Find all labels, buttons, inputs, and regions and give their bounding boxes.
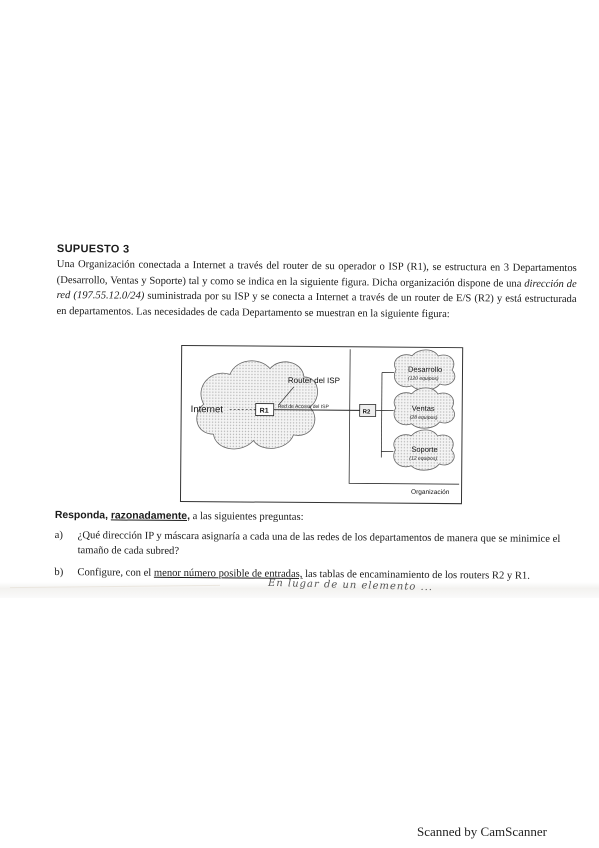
section-heading: SUPUESTO 3 bbox=[56, 243, 130, 256]
r2-label: R2 bbox=[362, 409, 371, 416]
intro-bold: Responda, bbox=[54, 509, 111, 522]
question-a-text: ¿Qué dirección IP y máscara asignaría a cada una de las redes de los departamentos de manera que se minimice el tamaño de cada subred? bbox=[77, 530, 561, 557]
dept3-name: Soporte bbox=[411, 444, 438, 454]
network-diagram bbox=[180, 345, 463, 504]
organization-label: Organización bbox=[411, 488, 450, 497]
access-network-label: Red de Acceso del ISP bbox=[277, 403, 329, 411]
question-b-letter: b) bbox=[54, 566, 64, 579]
isp-router-label: Router del ISP bbox=[287, 375, 340, 386]
r1-label: R1 bbox=[259, 407, 269, 415]
question-b-post: las tablas de encaminamiento de los routers R2 y R1. bbox=[302, 568, 530, 582]
questions-intro bbox=[55, 510, 575, 525]
statement-part-2: suministrada por su ISP y se conecta a Internet a través de un router de E/S (R2) y está estructurada en departamentos. Las necesidades de cada Departamento se muestran en la siguiente figura: bbox=[56, 290, 577, 320]
handwritten-note: En lugar de un elemento ... bbox=[267, 577, 434, 594]
internet-label: Internet bbox=[190, 404, 223, 416]
camscanner-watermark: Scanned by CamScanner bbox=[417, 824, 547, 839]
question-b-pre: Configure, con el bbox=[77, 567, 154, 579]
question-a bbox=[55, 529, 575, 562]
dept2-name: Ventas bbox=[411, 403, 435, 413]
dept1-name: Desarrollo bbox=[407, 364, 443, 375]
question-b-underlined: menor número posible de entradas, bbox=[153, 567, 303, 580]
dept3-need: (12 equipos) bbox=[409, 455, 438, 462]
document-body bbox=[54, 243, 577, 582]
network-diagram-svg bbox=[181, 346, 462, 503]
question-a-letter: a) bbox=[54, 529, 63, 542]
lan-backbone bbox=[381, 373, 382, 458]
network-address: dirección de red (197.55.12.0/24) bbox=[56, 278, 577, 302]
problem-statement bbox=[56, 257, 576, 323]
intro-underlined: razonadamente, bbox=[110, 510, 191, 523]
dept1-need: (120 equipos) bbox=[407, 375, 439, 383]
statement-part-1: Una Organización conectada a Internet a través del router de su operador o ISP (R1), se estructura en 3 Departamentos (Desarrollo, Ventas y Soporte) tal y como se indica en la siguiente figura. Dicha organización dispone de una bbox=[56, 258, 577, 290]
intro-rest: a las siguientes preguntas: bbox=[189, 511, 304, 523]
dept2-need: (28 equipos) bbox=[409, 414, 438, 421]
